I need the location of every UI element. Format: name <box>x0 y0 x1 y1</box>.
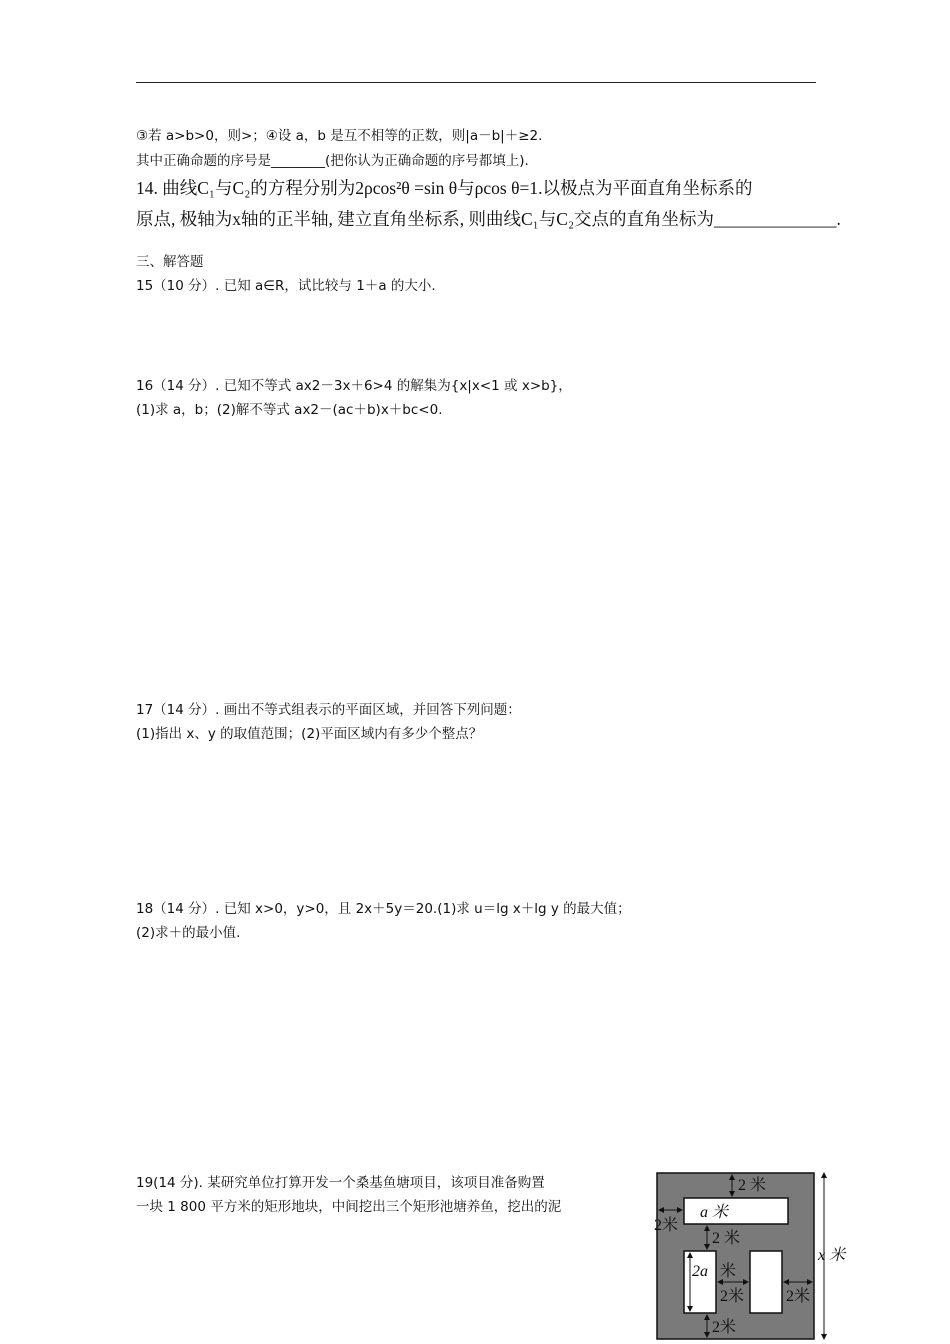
q13-line-2: 其中正确命题的序号是________(把你认为正确命题的序号都填上). <box>136 153 529 169</box>
label-between-unit: 米 <box>720 1263 737 1280</box>
q18-line-1: 18（14 分）. 已知 x>0，y>0，且 2x＋5y＝20.(1)求 u＝lg x＋lg y 的最大值； <box>136 901 631 917</box>
pond-diagram <box>652 1168 852 1344</box>
label-between-gap: 2米 <box>720 1288 745 1305</box>
header-rule <box>136 82 816 83</box>
label-middle-gap: 2 米 <box>712 1230 741 1247</box>
q19-line-1: 19(14 分). 某研究单位打算开发一个桑基鱼塘项目，该项目准备购置 <box>136 1175 545 1191</box>
label-pond-height: 2a <box>692 1263 708 1280</box>
q14-line-2: 原点, 极轴为x轴的正半轴, 建立直角坐标系, 则曲线C₁与C₂交点的直角坐标为______________. <box>136 209 841 229</box>
q14-line-1: 14. 曲线C₁与C₂的方程分别为2ρcos²θ =sin θ与ρcos θ=1.以极点为平面直角坐标系的 <box>136 178 753 198</box>
label-pond-width: a 米 <box>700 1204 729 1221</box>
q16-line-1: 16（14 分）. 已知不等式 ax2－3x＋6>4 的解集为{x|x<1 或 x>b}， <box>136 378 572 394</box>
label-right-gap: 2米 <box>786 1288 811 1305</box>
q13-line-1: ③若 a>b>0，则>；④设 a，b 是互不相等的正数，则|a－b|＋≥2. <box>136 128 543 144</box>
label-bottom-gap: 2米 <box>712 1319 737 1336</box>
q17-line-2: (1)指出 x、y 的取值范围；(2)平面区域内有多少个整点？ <box>136 726 483 742</box>
section-heading: 三、解答题 <box>136 254 204 270</box>
q17-line-1: 17（14 分）. 画出不等式组表示的平面区域，并回答下列问题： <box>136 702 521 718</box>
label-total-height: x 米 <box>818 1247 846 1264</box>
label-top-gap: 2 米 <box>738 1177 767 1194</box>
pond-left <box>684 1251 716 1313</box>
q19-line-2: 一块 1 800 平方米的矩形地块，中间挖出三个矩形池塘养鱼，挖出的泥 <box>136 1199 562 1215</box>
pond-right <box>750 1251 782 1313</box>
q18-line-2: (2)求＋的最小值. <box>136 925 241 941</box>
q15-line: 15（10 分）. 已知 a∈R，试比较与 1＋a 的大小. <box>136 278 436 294</box>
label-left-gap: 2米 <box>654 1217 679 1234</box>
q16-line-2: (1)求 a，b；(2)解不等式 ax2－(ac＋b)x＋bc<0. <box>136 402 443 418</box>
